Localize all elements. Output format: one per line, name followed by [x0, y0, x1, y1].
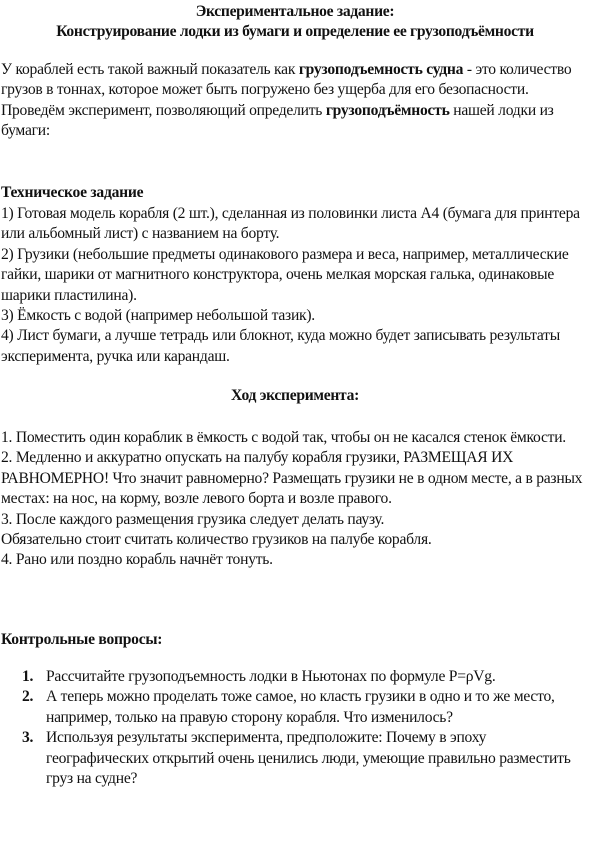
experiment-step: 3. После каждого размещения грузика следует делать паузу.	[1, 510, 385, 528]
question-text: Используя результаты эксперимента, предположите: Почему в эпоху географических открытий очень ценились люди, умеющие правильно разместить груз на судне?	[46, 729, 571, 788]
intro-paragraph-1	[1, 60, 588, 101]
experiment-heading: Ход эксперимента:	[230, 387, 359, 404]
spec-list	[1, 204, 588, 367]
intro-term: грузоподъёмность	[325, 101, 450, 119]
page-title: Экспериментальное задание:	[195, 3, 395, 20]
question-item	[0, 728, 588, 789]
intro-text: Проведём эксперимент, позволяющий определить	[1, 101, 326, 119]
experiment-steps	[1, 428, 588, 571]
question-item	[0, 667, 588, 687]
experiment-step: 2. Медленно и аккуратно опускать на палубу корабля грузики, РАЗМЕЩАЯ ИХ РАВНОМЕРНО! Что значит равномерно? Размещать грузики не в одном месте, а в разных местах: на нос, на корму, возле левого борта и возле правого.	[1, 449, 583, 508]
intro-term: грузоподъемность судна	[298, 61, 464, 78]
intro-section	[1, 60, 588, 142]
question-number: 2.	[22, 688, 34, 706]
experiment-step: Обязательно стоит считать количество грузиков на палубе корабля.	[1, 531, 432, 549]
spec-item: 4) Лист бумаги, а лучше тетрадь или блокнот, куда можно будет записывать результаты эксперимента, ручка или карандаш.	[1, 327, 560, 365]
page-subtitle: Конструирование лодки из бумаги и определение ее грузоподъёмности	[56, 23, 534, 40]
question-text: Рассчитайте грузоподъемность лодки в Ньютонах по формуле Р=ρVg.	[46, 668, 496, 685]
experiment-step: 4. Рано или поздно корабль начнёт тонуть.	[1, 551, 273, 569]
experiment-step: 1. Поместить один кораблик в ёмкость с водой так, чтобы он не касался стенок ёмкости.	[1, 429, 566, 446]
spec-item: 3) Ёмкость с водой (например небольшой тазик).	[1, 307, 315, 325]
question-item	[0, 687, 588, 728]
question-text: А теперь можно проделать тоже самое, но класть грузики в одно и то же место, например, только на правую сторону корабля. Что изменилось?	[46, 688, 555, 726]
intro-text: У кораблей есть такой важный показатель как	[1, 61, 299, 78]
intro-text: нашей лодки из бумаги:	[1, 101, 554, 140]
spec-item: 1) Готовая модель корабля (2 шт.), сделанная из половинки листа А4 (бумага для принтера или альбомный лист) с названием на борту.	[1, 205, 580, 243]
intro-text: - это количество грузов в тоннах, которое может быть погружено без ущерба для его безопасности.	[1, 61, 572, 99]
questions-heading: Контрольные вопросы:	[1, 631, 163, 648]
spec-item: 2) Грузики (небольшие предметы одинакового размера и веса, например, металлические гайки, шарики от магнитного конструктора, очень мелкая морская галька, одинаковые шарики пластилина).	[1, 245, 569, 304]
questions-list	[0, 667, 588, 789]
question-number: 1.	[22, 668, 34, 685]
spec-heading: Техническое задание	[1, 184, 144, 201]
question-number: 3.	[22, 729, 34, 747]
intro-paragraph-2	[1, 101, 588, 142]
